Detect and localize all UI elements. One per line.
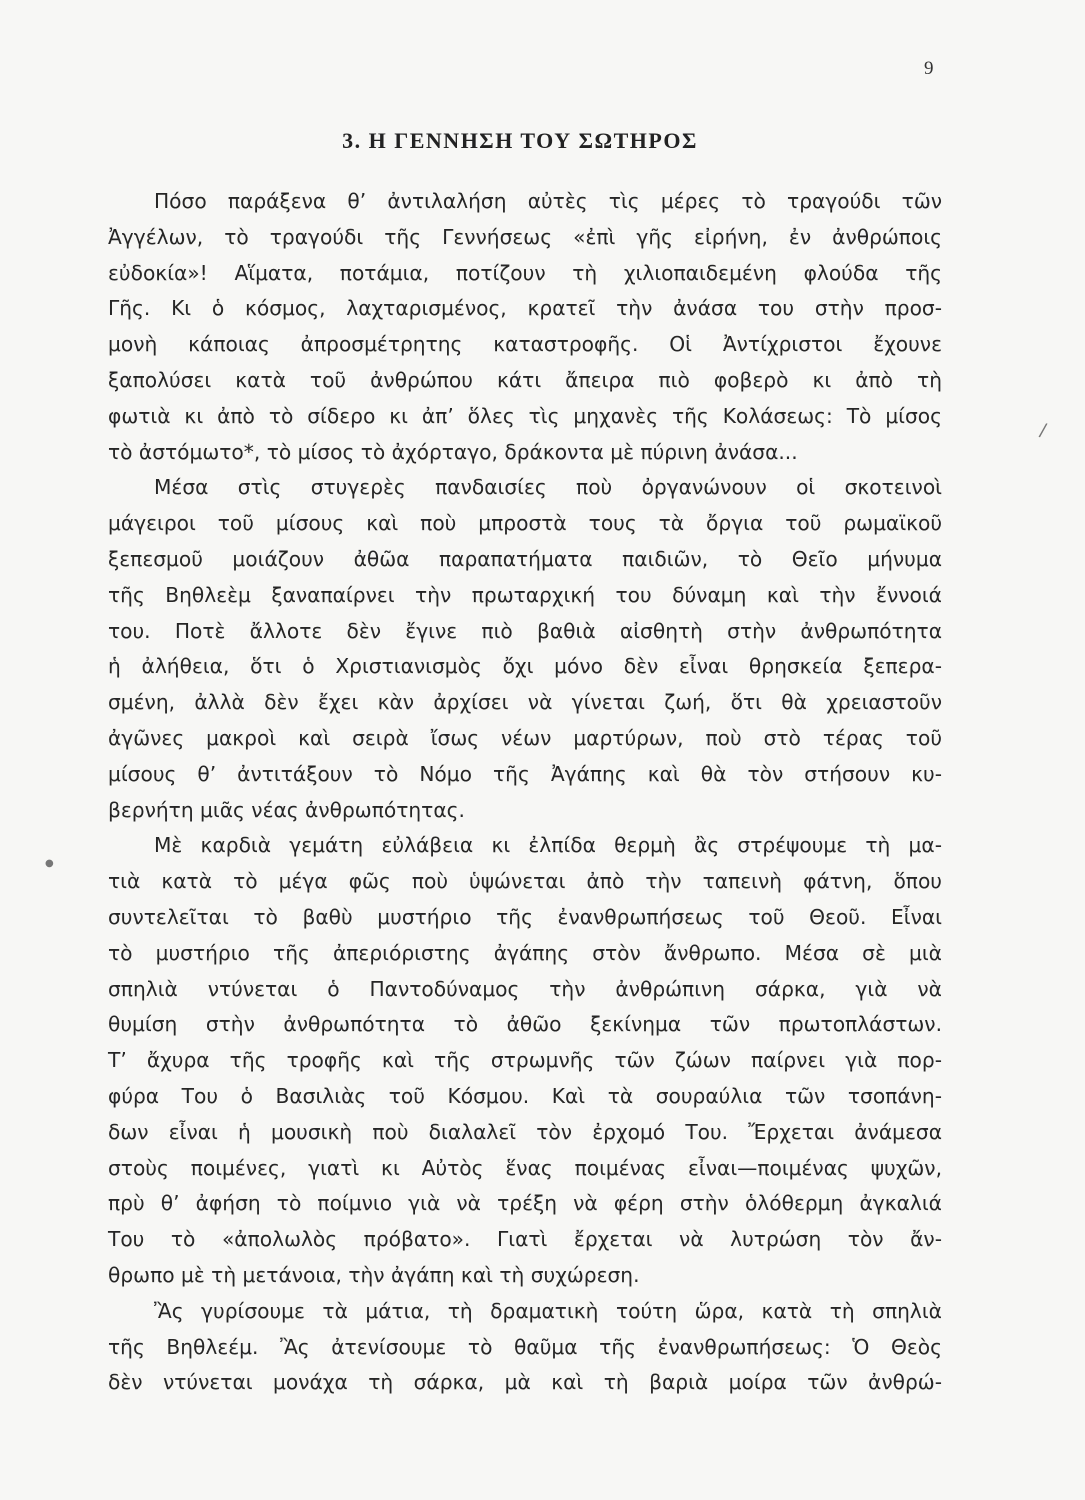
text-line: εὐδοκία»! Αἵματα, ποτάμια, ποτίζουν τὴ χιλιοπαιδεμένη φλούδα τῆς (108, 260, 942, 285)
chapter-title: 3. Η ΓΕΝΝΗΣΗ ΤΟΥ ΣΩΤΗΡΟΣ (342, 128, 698, 153)
page-number: 9 (924, 58, 934, 79)
text-line: Ἂς γυρίσουμε τὰ μάτια, τὴ δραματικὴ τούτη ὥρα, κατὰ τὴ σπηλιὰ (154, 1298, 942, 1323)
text-line: Γῆς. Κι ὁ κόσμος, λαχταρισμένος, κρατεῖ τὴν ἀνάσα του στὴν προσ- (108, 296, 942, 321)
text-line: ξαπολύσει κατὰ τοῦ ἀνθρώπου κάτι ἄπειρα πιὸ φοβερὸ κι ἀπὸ τὴ (108, 367, 942, 392)
text-line: δων εἶναι ἡ μουσικὴ ποὺ διαλαλεῖ τὸν ἐρχομό Του. Ἔρχεται ἀνάμεσα (108, 1119, 942, 1144)
text-line: δὲν ντύνεται μονάχα τὴ σάρκα, μὰ καὶ τὴ βαριὰ μοίρα τῶν ἀνθρώ- (108, 1370, 942, 1395)
text-line: ἡ ἀλήθεια, ὅτι ὁ Χριστιανισμὸς ὄχι μόνο δὲν εἶναι θρησκεία ξεπερα- (108, 654, 942, 679)
text-line: θυμίση στὴν ἀνθρωπότητα τὸ ἀθῶο ξεκίνημα τῶν πρωτοπλάστων. (108, 1012, 942, 1037)
text-line: θρωπο μὲ τὴ μετάνοια, τὴν ἀγάπη καὶ τὴ συχώρεση. (108, 1262, 640, 1287)
body-text (108, 184, 942, 1401)
text-line: φύρα Του ὁ Βασιλιὰς τοῦ Κόσμου. Καὶ τὰ σουραύλια τῶν τσοπάνη- (108, 1083, 942, 1108)
text-line: μίσους θ’ ἀντιτάξουν τὸ Νόμο τῆς Ἀγάπης καὶ θὰ τὸν στήσουν κυ- (108, 761, 942, 786)
text-line: Μὲ καρδιὰ γεμάτη εὐλάβεια κι ἐλπίδα θερμὴ ἂς στρέψουμε τὴ μα- (154, 833, 942, 858)
text-line: Ἀγγέλων, τὸ τραγούδι τῆς Γεννήσεως «ἐπὶ γῆς εἰρήνη, ἐν ἀνθρώποις (108, 224, 942, 249)
text-line: σμένη, ἀλλὰ δὲν ἔχει κὰν ἀρχίσει νὰ γίνεται ζωή, ὅτι θὰ χρειαστοῦν (108, 690, 942, 715)
text-line: βερνήτη μιᾶς νέας ἀνθρωπότητας. (108, 797, 465, 822)
text-line: Πόσο παράξενα θ’ ἀντιλαλήση αὐτὲς τὶς μέρες τὸ τραγούδι τῶν (154, 189, 942, 213)
text-line: μονὴ κάποιας ἀπροσμέτρητης καταστροφῆς. Οἱ Ἀντίχριστοι ἔχουνε (108, 332, 942, 357)
text-line: πρὺ θ’ ἀφήση τὸ ποίμνιο γιὰ νὰ τρέξη νὰ φέρη στὴν ὁλόθερμη ἀγκαλιά (108, 1191, 942, 1216)
text-line: σπηλιὰ ντύνεται ὁ Παντοδύναμος τὴν ἀνθρώπινη σάρκα, γιὰ νὰ (108, 976, 942, 1001)
text-line: τιὰ κατὰ τὸ μέγα φῶς ποὺ ὑψώνεται ἀπὸ τὴν ταπεινὴ φάτνη, ὅπου (108, 869, 942, 894)
text-line: ἀγῶνες μακροὶ καὶ σειρὰ ἴσως νέων μαρτύρων, ποὺ στὸ τέρας τοῦ (108, 725, 942, 750)
text-line: του. Ποτὲ ἄλλοτε δὲν ἔγινε πιὸ βαθιὰ αἰσθητὴ στὴν ἀνθρωπότητα (108, 618, 942, 643)
text-line: συντελεῖται τὸ βαθὺ μυστήριο τῆς ἐνανθρωπήσεως τοῦ Θεοῦ. Εἶναι (108, 904, 942, 929)
text-line: τὸ μυστήριο τῆς ἀπεριόριστης ἀγάπης στὸν ἄνθρωπο. Μέσα σὲ μιὰ (108, 940, 942, 965)
text-line: Τ’ ἄχυρα τῆς τροφῆς καὶ τῆς στρωμνῆς τῶν ζώων παίρνει γιὰ πορ- (108, 1048, 942, 1073)
text-line: ξεπεσμοῦ μοιάζουν ἀθῶα παραπατήματα παιδιῶν, τὸ Θεῖο μήνυμα (108, 546, 942, 571)
text-line: φωτιὰ κι ἀπὸ τὸ σίδερο κι ἀπ’ ὅλες τὶς μηχανὲς τῆς Κολάσεως: Τὸ μίσος (108, 403, 942, 428)
margin-mark: ● (45, 858, 54, 869)
margin-mark: / (1037, 419, 1049, 442)
text-line: Του τὸ «ἀπολωλὸς πρόβατο». Γιατὶ ἔρχεται νὰ λυτρώση τὸν ἄν- (108, 1227, 942, 1252)
text-line: τῆς Βηθλεέμ. Ἂς ἀτενίσουμε τὸ θαῦμα τῆς ἐνανθρωπήσεως: Ὁ Θεὸς (108, 1334, 942, 1359)
text-line: τῆς Βηθλεὲμ ξαναπαίρνει τὴν πρωταρχική του δύναμη καὶ τὴν ἔννοιά (108, 582, 942, 607)
text-line: μάγειροι τοῦ μίσους καὶ ποὺ μπροστὰ τους τὰ ὄργια τοῦ ρωμαϊκοῦ (108, 511, 942, 536)
text-line: Μέσα στὶς στυγερὲς πανδαισίες ποὺ ὀργανώνουν οἱ σκοτεινοὶ (154, 475, 942, 500)
text-line: στοὺς ποιμένες, γιατὶ κι Αὐτὸς ἕνας ποιμένας εἶναι—ποιμένας ψυχῶν, (108, 1155, 942, 1180)
text-line: τὸ ἀστόμωτο*, τὸ μίσος τὸ ἀχόρταγο, δράκοντα μὲ πύρινη ἀνάσα... (108, 439, 798, 464)
